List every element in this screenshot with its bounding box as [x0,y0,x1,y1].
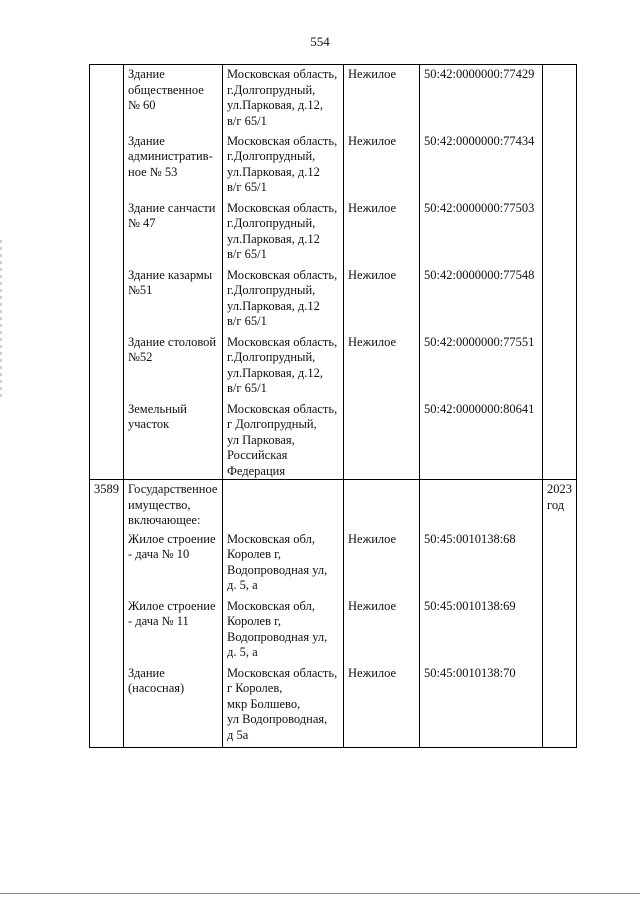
cell-cadastral: 50:42:0000000:77429 [420,65,543,132]
cell-type [344,400,420,480]
cell-name: Здание общественное № 60 [124,65,223,132]
cell-address: Московская область, г.Долгопрудный, ул.Парковая, д.12 в/г 65/1 [223,266,344,333]
cell-name: Здание (насосная) [124,664,223,748]
cell-year [543,65,577,132]
cell-name: Жилое строение - дача № 11 [124,597,223,664]
table-row [90,132,577,199]
cell-address: Московская обл, Королев г, Водопроводная ул, д. 5, а [223,597,344,664]
cell-cadastral: 50:45:0010138:69 [420,597,543,664]
cell-name: Здание столовой №52 [124,333,223,400]
page-number: 554 [310,34,330,49]
table-row [90,664,577,748]
table-row [90,333,577,400]
cell-cadastral: 50:42:0000000:77503 [420,199,543,266]
cell-type: Нежилое [344,65,420,132]
cell-cadastral: 50:42:0000000:77548 [420,266,543,333]
cell-cadastral: 50:42:0000000:77551 [420,333,543,400]
cell-address: Московская область, г.Долгопрудный, ул.Парковая, д.12 в/г 65/1 [223,199,344,266]
cell-address: Московская область, г Королев, мкр Болшево, ул Водопроводная, д 5а [223,664,344,748]
property-table [89,64,577,748]
cell-address: Московская область, г.Долгопрудный, ул.Парковая, д.12 в/г 65/1 [223,132,344,199]
cell-id: 3589 [90,480,124,530]
cell-type: Нежилое [344,664,420,748]
cell-type: Нежилое [344,530,420,597]
cell-address: Московская область, г.Долгопрудный, ул.Парковая, д.12, в/г 65/1 [223,333,344,400]
cell-cadastral: 50:42:0000000:80641 [420,400,543,480]
scan-edge-artifact [0,240,2,400]
cell-type: Нежилое [344,597,420,664]
cell-address: Московская обл, Королев г, Водопроводная ул, д. 5, а [223,530,344,597]
cell-type: Нежилое [344,199,420,266]
table-row [90,400,577,480]
table-row [90,530,577,597]
table-row [90,480,577,530]
cell-address: Московская область, г.Долгопрудный, ул.Парковая, д.12, в/г 65/1 [223,65,344,132]
cell-name: Здание казармы №51 [124,266,223,333]
cell-type: Нежилое [344,333,420,400]
cell-name: Здание санчасти № 47 [124,199,223,266]
cell-group-header: Государственное имущество, включающее: [124,480,223,530]
table-row [90,266,577,333]
cell-cadastral: 50:42:0000000:77434 [420,132,543,199]
table-row [90,597,577,664]
cell-type: Нежилое [344,266,420,333]
cell-id [90,65,124,132]
cell-name: Здание административ- ное № 53 [124,132,223,199]
table-row [90,199,577,266]
cell-cadastral: 50:45:0010138:70 [420,664,543,748]
cell-cadastral: 50:45:0010138:68 [420,530,543,597]
table-row [90,65,577,132]
cell-name: Жилое строение - дача № 10 [124,530,223,597]
scan-bottom-line [0,893,640,894]
cell-year: 2023 год [543,480,577,530]
cell-address: Московская область, г Долгопрудный, ул Парковая, Российская Федерация [223,400,344,480]
cell-type: Нежилое [344,132,420,199]
cell-name: Земельный участок [124,400,223,480]
